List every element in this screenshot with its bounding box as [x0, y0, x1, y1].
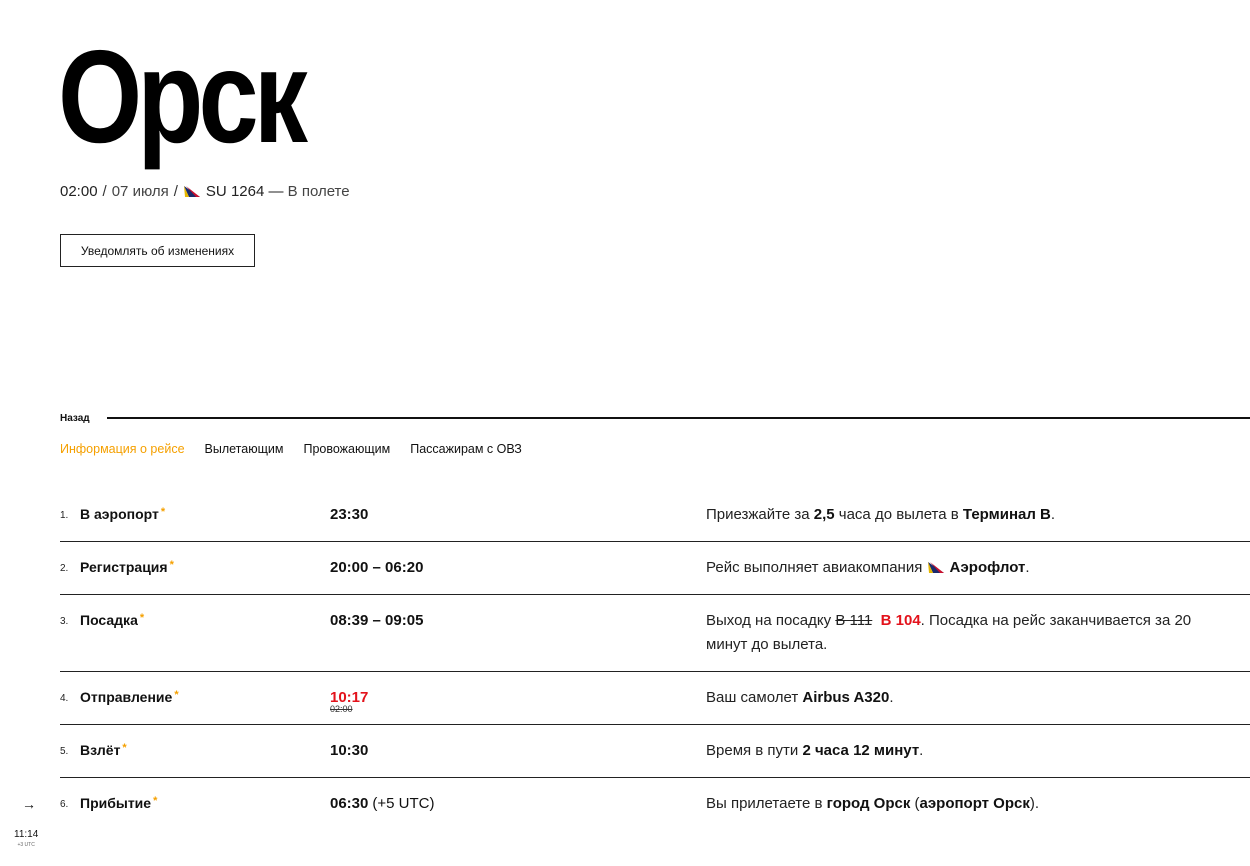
current-step-arrow-icon: →: [22, 796, 36, 812]
step-name: Отправление *: [80, 689, 179, 705]
step-name: Регистрация *: [80, 559, 174, 575]
step-boarding: [60, 595, 1250, 672]
step-to-airport: [60, 489, 1250, 542]
flight-summary: [60, 183, 350, 200]
step-number: 5.: [60, 746, 69, 757]
step-arrival: [60, 778, 1250, 831]
page-title: Орск: [58, 23, 304, 170]
back-row: [60, 410, 1250, 426]
step-info: Время в пути 2 часа 12 минут.: [706, 742, 924, 759]
step-check-in: [60, 542, 1250, 595]
step-info: Ваш самолет Airbus A320.: [706, 689, 894, 706]
step-info: Выход на посадку B 111 B 104. Посадка на рейс заканчивается за 20 минут до вылета.: [706, 612, 1192, 653]
step-time: [330, 689, 706, 724]
step-info: Приезжайте за 2,5 часа до вылета в Терминал B.: [706, 506, 1056, 523]
step-time: 20:00 – 06:20: [330, 559, 424, 576]
divider: [107, 417, 1250, 419]
airline-code: SU: [205, 183, 227, 200]
separator: /: [173, 183, 178, 200]
back-link[interactable]: Назад: [60, 412, 90, 424]
step-time: 23:30: [330, 506, 369, 523]
step-info: Рейс выполняет авиакомпания Аэрофлот.: [706, 559, 1030, 576]
step-number: 1.: [60, 510, 69, 521]
step-time: 08:39 – 09:05: [330, 612, 424, 629]
old-departure-time: 02:00: [330, 704, 353, 714]
new-gate: B 104: [880, 612, 921, 629]
notify-changes-button[interactable]: Уведомлять об изменениях: [60, 234, 255, 267]
tab-departing[interactable]: Вылетающим: [204, 442, 284, 456]
step-info: Вы прилетаете в город Орск (аэропорт Орск).: [706, 795, 1040, 812]
step-number: 3.: [60, 616, 69, 627]
step-number: 6.: [60, 799, 69, 810]
step-time: 10:30: [330, 742, 369, 759]
separator: /: [102, 183, 107, 200]
flight-date: 07 июля: [111, 183, 169, 200]
step-name: Прибытие *: [80, 795, 158, 811]
step-takeoff: [60, 725, 1250, 778]
aeroflot-logo-icon: [183, 185, 201, 199]
tab-disabled-passengers[interactable]: Пассажирам с ОВЗ: [410, 442, 522, 456]
tab-flight-info[interactable]: Информация о рейсе: [60, 442, 185, 456]
flight-time: 02:00: [60, 183, 98, 200]
tab-seeing-off[interactable]: Провожающим: [303, 442, 391, 456]
step-name: Посадка *: [80, 612, 145, 628]
tabs: [60, 442, 522, 456]
step-number: 2.: [60, 563, 69, 574]
step-number: 4.: [60, 693, 69, 704]
step-name: В аэропорт *: [80, 506, 166, 522]
aeroflot-logo-icon: [927, 561, 945, 575]
timezone: (+5 UTC): [372, 795, 435, 812]
step-time: 06:30 (+5 UTC): [330, 795, 435, 812]
flight-number: 1264: [230, 183, 265, 200]
flight-steps: [60, 489, 1250, 831]
step-departure: [60, 672, 1250, 725]
flight-status: В полете: [287, 183, 350, 200]
old-gate: B 111: [835, 612, 873, 629]
dash: —: [268, 183, 284, 200]
new-departure-time: 10:17: [330, 689, 369, 706]
step-name: Взлёт *: [80, 742, 127, 758]
current-time: 11:14 +3 UTC: [14, 829, 39, 848]
